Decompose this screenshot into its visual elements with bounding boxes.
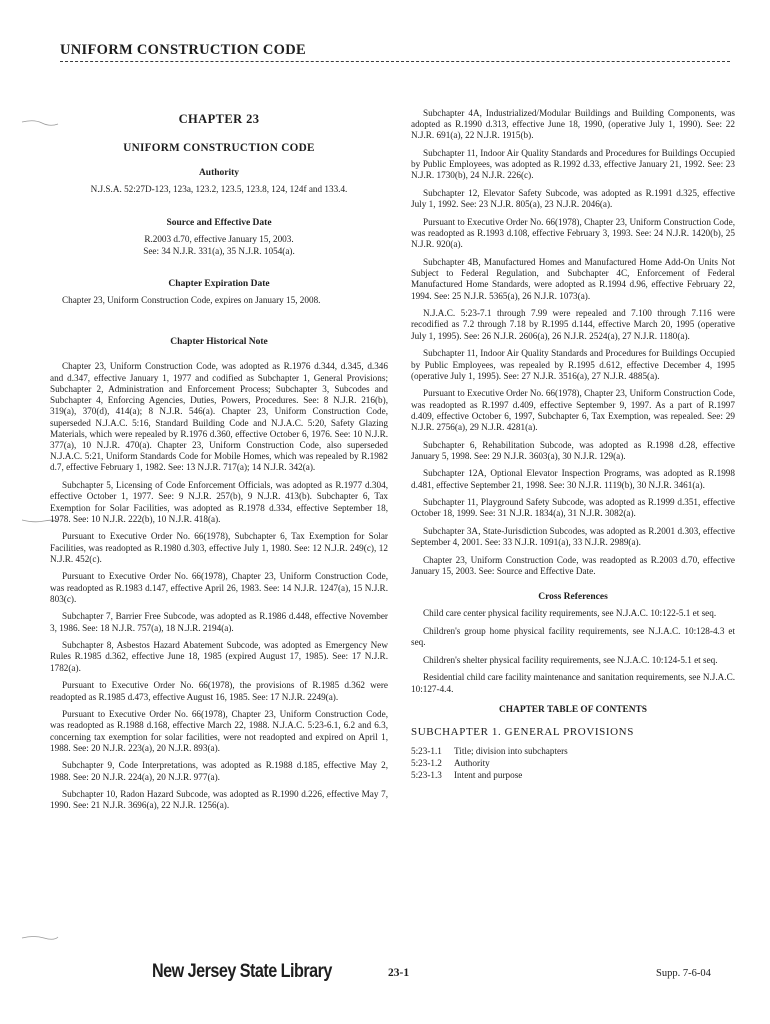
expiration-heading: Chapter Expiration Date xyxy=(168,278,270,289)
toc-heading: CHAPTER TABLE OF CONTENTS xyxy=(498,704,648,715)
history-paragraph: Subchapter 12A, Optional Elevator Inspection Programs, was adopted as R.1998 d.481, effective September 21, 1998. See: 30 N.J.R. 1119(b), 30 N.J.R. 3461(a). xyxy=(411,468,735,490)
cross-reference: Children's shelter physical facility requirements, see N.J.A.C. 10:124-5.1 et seq. xyxy=(423,654,718,665)
history-paragraph: Pursuant to Executive Order No. 66(1978), Chapter 23, Uniform Construction Code, was readopted as R.1993 d.108, effective February 3, 1993. See: 24 N.J.R. 1420(b), 25 N.J.R. 920(a). xyxy=(411,216,735,250)
toc-entry xyxy=(411,746,735,757)
cross-references-heading: Cross References xyxy=(538,591,608,602)
page-number: 23-1 xyxy=(388,967,410,979)
chapter-number: CHAPTER 23 xyxy=(178,112,260,126)
history-paragraph: Pursuant to Executive Order No. 66(1978), the provisions of R.1985 d.362 were readopted as R.1985 d.473, effective August 16, 1985. See: 17 N.J.R. 2249(a). xyxy=(50,680,388,702)
cross-reference: Children's group home physical facility requirements, see N.J.A.C. 10:128-4.3 et seq. xyxy=(411,625,735,648)
toc-section-title: Title; division into subchapters xyxy=(454,745,568,756)
toc-section-number: 5:23-1.2 xyxy=(411,757,442,768)
source-line: R.2003 d.70, effective January 15, 2003. xyxy=(144,234,294,245)
supplement-date: Supp. 7-6-04 xyxy=(656,968,711,979)
authority-text: N.J.S.A. 52:27D-123, 123a, 123.2, 123.5, 123.8, 124, 124f and 133.4. xyxy=(90,184,348,195)
toc-entry xyxy=(411,758,735,769)
toc-section-number: 5:23-1.3 xyxy=(411,770,442,781)
history-heading: Chapter Historical Note xyxy=(170,336,268,347)
left-column xyxy=(50,112,388,818)
history-paragraph: Subchapter 11, Indoor Air Quality Standards and Procedures for Buildings Occupied by Public Employees, was repealed by R.1995 d.612, effective December 4, 1995 (operative July 1, 1995). See: 27 N.J.R. 3516(a), 27 N.J.R. 4885(a). xyxy=(411,348,735,381)
toc-section-title: Authority xyxy=(454,757,490,768)
toc-entry xyxy=(411,770,735,781)
history-paragraph: Subchapter 8, Asbestos Hazard Abatement Subcode, was adopted as Emergency New Rules R.1985 d.362, effective June 18, 1985 (expired August 17, 1985). See: 17 N.J.R. 1782(a). xyxy=(50,640,388,673)
chapter-name: UNIFORM CONSTRUCTION CODE xyxy=(123,142,315,155)
history-paragraph: Pursuant to Executive Order No. 66(1978), Chapter 23, Uniform Construction Code, was readopted as R.1983 d.147, effective April 26, 1983. See: 14 N.J.R. 1247(a), 15 N.J.R. 803(c). xyxy=(50,571,388,604)
header-rule xyxy=(60,61,730,62)
toc-section-title: Intent and purpose xyxy=(454,770,523,781)
authority-heading: Authority xyxy=(198,167,240,178)
toc-section-number: 5:23-1.1 xyxy=(411,745,442,756)
history-paragraph: Subchapter 11, Indoor Air Quality Standards and Procedures for Buildings Occupied by Public Employees, was adopted as R.1992 d.33, effective January 21, 1992. See: 23 N.J.R. 1730(b), 24 N.J.R. 226(c). xyxy=(411,148,735,181)
scan-mark xyxy=(20,933,60,941)
right-column xyxy=(411,108,735,782)
history-paragraph: Subchapter 9, Code Interpretations, was adopted as R.1988 d.185, effective May 2, 1988. See: 20 N.J.R. 224(a), 20 N.J.R. 977(a). xyxy=(50,760,388,782)
library-stamp: New Jersey State Library xyxy=(152,961,332,982)
history-paragraph: Subchapter 4A, Industrialized/Modular Buildings and Building Components, was adopted as R.1990 d.313, effective June 18, 1990, (operative July 1, 1990). See: 22 N.J.R. 691(a), 22 N.J.R. 1915(b). xyxy=(411,108,735,141)
history-paragraph: Pursuant to Executive Order No. 66(1978), Chapter 23, Uniform Construction Code, was readopted as R.1997 d.409, effective September 9, 1997. As a part of R.1997 d.409, effective October 6, 1997, Subchapter 6, Tax Exemption, was repealed. See: 29 N.J.R. 2756(a), 29 N.J.R. 4281(a). xyxy=(411,388,735,432)
cross-reference: Child care center physical facility requirements, see N.J.A.C. 10:122-5.1 et seq. xyxy=(423,608,717,619)
history-paragraph: Subchapter 7, Barrier Free Subcode, was adopted as R.1986 d.448, effective November 3, 1986. See: 18 N.J.R. 757(a), 18 N.J.R. 2194(a). xyxy=(50,611,388,633)
history-paragraph: Pursuant to Executive Order No. 66(1978), Subchapter 6, Tax Exemption for Solar Facilities, was readopted as R.1980 d.303, effective July 1, 1980. See: 12 N.J.R. 249(c), 12 N.J.R. 452(c). xyxy=(50,531,388,564)
history-paragraph: Subchapter 6, Rehabilitation Subcode, was adopted as R.1998 d.28, effective January 5, 1998. See: 29 N.J.R. 3603(a), 30 N.J.R. 129(a). xyxy=(411,439,735,461)
history-paragraph: Subchapter 11, Playground Safety Subcode, was adopted as R.1999 d.351, effective October 18, 1999. See: 31 N.J.R. 1834(a), 31 N.J.R. 3082(a). xyxy=(411,497,735,519)
cross-reference: Residential child care facility maintenance and sanitation requirements, see N.J.A.C. 10:127-4.4. xyxy=(411,672,735,694)
expiration-text: Chapter 23, Uniform Construction Code, expires on January 15, 2008. xyxy=(62,295,321,306)
history-paragraph: Subchapter 3A, State-Jurisdiction Subcodes, was adopted as R.2001 d.303, effective September 4, 2001. See: 33 N.J.R. 1091(a), 33 N.J.R. 2989(a). xyxy=(411,526,735,548)
running-header: UNIFORM CONSTRUCTION CODE xyxy=(60,42,306,58)
source-line: See: 34 N.J.R. 331(a), 35 N.J.R. 1054(a). xyxy=(143,245,295,256)
history-paragraph: Subchapter 5, Licensing of Code Enforcement Officials, was adopted as R.1977 d.304, effective October 1, 1977. See: 9 N.J.R. 257(b), 9 N.J.R. 413(b). Subchapter 6, Tax Exemption for Solar Facilities, was adopted as R.1978 d.334, effective September 18, 1978. See: 10 N.J.R. 222(b), 10 N.J.R. 418(a). xyxy=(50,480,388,524)
history-paragraph: Chapter 23, Uniform Construction Code, was adopted as R.1976 d.344, d.345, d.346 and d.347, effective January 1, 1977 and codified as Subchapter 1, General Provisions; Subchapter 2, Administration and Enforcement Process; Subchapter 3, Subcodes and Subchapter 4, Enforcing Agencies, Duties, Powers, Procedures. See: 8 N.J.R. 216(b), 319(a), 370(d), 414(a); 8 N.J.R. 546(a). Chapter 23, Uniform Construction Code, superseded N.J.A.C. 5:16, Standard Building Code and N.J.A.C. 5:20, Safety Glazing Materials, which were repealed by R.1976 d.360, effective October 6, 1976. See: 10 N.J.R. 377(a), 10 N.J.R. 470(a). Chapter 23, Uniform Construction Code, also superseded N.J.A.C. 5:21, Uniform Standards Code for Mobile Homes, which was repealed by R.1982 d.7, effective February 1, 1982. See: 13 N.J.R. 717(a); 14 N.J.R. 342(a). xyxy=(50,361,388,473)
history-paragraph: Subchapter 10, Radon Hazard Subcode, was adopted as R.1990 d.226, effective May 7, 1990. See: 21 N.J.R. 3696(a), 22 N.J.R. 1256(a). xyxy=(50,789,388,811)
history-paragraph: Subchapter 12, Elevator Safety Subcode, was adopted as R.1991 d.325, effective July 1, 1992. See: 23 N.J.R. 805(a), 23 N.J.R. 2046(a). xyxy=(411,188,735,210)
history-paragraph: Pursuant to Executive Order No. 66(1978), Chapter 23, Uniform Construction Code, was readopted as R.1988 d.168, effective March 22, 1988. N.J.A.C. 5:23-6.1, 6.2 and 6.3, concerning tax exemption for solar facilities, were not readopted and expired on April 1, 1988. See: 20 N.J.R. 223(a), 20 N.J.R. 893(a). xyxy=(50,709,388,753)
history-paragraph: Chapter 23, Uniform Construction Code, was readopted as R.2003 d.70, effective January 15, 2003. See: Source and Effective Date. xyxy=(411,554,735,577)
source-heading: Source and Effective Date xyxy=(166,217,272,228)
history-paragraph: N.J.A.C. 5:23-7.1 through 7.99 were repealed and 7.100 through 7.116 were recodified as 7.2 through 7.18 by R.1995 d.144, effective March 20, 1995 (operative July 1, 1995). See: 26 N.J.R. 2606(a), 26 N.J.R. 2524(a), 27 N.J.R. 1180(a). xyxy=(411,308,735,341)
subchapter-heading: SUBCHAPTER 1. GENERAL PROVISIONS xyxy=(411,726,634,739)
history-paragraph: Subchapter 4B, Manufactured Homes and Manufactured Home Add-On Units Not Subject to Federal Regulation, and Subchapter 4C, Enforcement of Federal Manufactured Home Standards, were adopted as R.1994 d.96, effective February 22, 1994. See: 25 N.J.R. 5365(a), 26 N.J.R. 1073(a). xyxy=(411,256,735,301)
